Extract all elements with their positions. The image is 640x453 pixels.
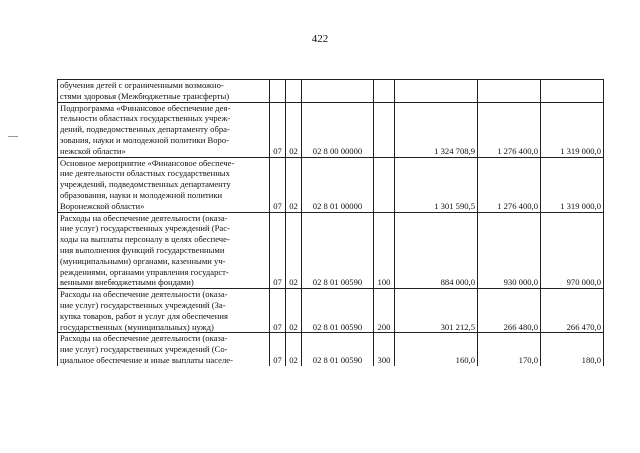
amount-year3-cell: 1 319 000,0 <box>541 102 604 157</box>
target-article-cell: 02 8 00 00000 <box>302 102 374 157</box>
expense-type-cell <box>374 80 395 103</box>
budget-table <box>57 79 604 366</box>
amount-year2-cell: 1 276 400,0 <box>478 157 541 212</box>
expense-name-cell: обучения детей с ограниченными возможно- стями здоровья (Межбюджетные трансферты) <box>58 80 270 103</box>
amount-year1-cell: 1 301 590,5 <box>395 157 478 212</box>
section-code-cell: 07 <box>270 157 286 212</box>
section-code-cell: 07 <box>270 289 286 333</box>
page-number: 422 <box>311 33 329 45</box>
amount-year3-cell: 180,0 <box>541 333 604 366</box>
amount-year3-cell <box>541 80 604 103</box>
target-article-cell: 02 8 01 00590 <box>302 212 374 289</box>
amount-year3-cell: 1 319 000,0 <box>541 157 604 212</box>
table-row <box>58 80 604 103</box>
target-article-cell: 02 8 01 00590 <box>302 333 374 366</box>
amount-year2-cell <box>478 80 541 103</box>
table-row <box>58 102 604 157</box>
amount-year1-cell: 1 324 708,9 <box>395 102 478 157</box>
expense-name-cell: Подпрограмма «Финансовое обеспечение дея- тельности областных государственных учреж- дений, подведомственных департаменту обра- зования, науки и молодежной политики Воро- нежской области» <box>58 102 270 157</box>
subsection-code-cell: 02 <box>286 157 302 212</box>
subsection-code-cell: 02 <box>286 289 302 333</box>
expense-type-cell <box>374 102 395 157</box>
subsection-code-cell: 02 <box>286 102 302 157</box>
section-code-cell: 07 <box>270 102 286 157</box>
table-row <box>58 157 604 212</box>
amount-year1-cell: 884 000,0 <box>395 212 478 289</box>
expense-type-cell: 300 <box>374 333 395 366</box>
subsection-code-cell <box>286 80 302 103</box>
table-row <box>58 333 604 366</box>
section-code-cell: 07 <box>270 333 286 366</box>
expense-name-cell: Расходы на обеспечение деятельности (оказа- ние услуг) государственных учреждений (За- купка товаров, работ и услуг для обеспечения государственных (муниципальных) нужд) <box>58 289 270 333</box>
amount-year2-cell: 930 000,0 <box>478 212 541 289</box>
expense-type-cell: 200 <box>374 289 395 333</box>
amount-year1-cell: 301 212,5 <box>395 289 478 333</box>
amount-year1-cell: 160,0 <box>395 333 478 366</box>
margin-mark <box>8 136 18 137</box>
target-article-cell: 02 8 01 00000 <box>302 157 374 212</box>
table-row <box>58 212 604 289</box>
section-code-cell <box>270 80 286 103</box>
budget-table-body <box>58 80 604 366</box>
expense-type-cell: 100 <box>374 212 395 289</box>
amount-year3-cell: 970 000,0 <box>541 212 604 289</box>
table-row <box>58 289 604 333</box>
expense-name-cell: Расходы на обеспечение деятельности (оказа- ние услуг) государственных учреждений (Со- циальное обеспечение и иные выплаты населе- <box>58 333 270 366</box>
subsection-code-cell: 02 <box>286 212 302 289</box>
target-article-cell: 02 8 01 00590 <box>302 289 374 333</box>
section-code-cell: 07 <box>270 212 286 289</box>
amount-year2-cell: 1 276 400,0 <box>478 102 541 157</box>
expense-type-cell <box>374 157 395 212</box>
amount-year1-cell <box>395 80 478 103</box>
target-article-cell <box>302 80 374 103</box>
amount-year2-cell: 170,0 <box>478 333 541 366</box>
subsection-code-cell: 02 <box>286 333 302 366</box>
amount-year2-cell: 266 480,0 <box>478 289 541 333</box>
expense-name-cell: Основное мероприятие «Финансовое обеспече- ние деятельности областных государственных учреждений, подведомственных департаменту образования, науки и молодежной политики Воронежской области» <box>58 157 270 212</box>
amount-year3-cell: 266 470,0 <box>541 289 604 333</box>
expense-name-cell: Расходы на обеспечение деятельности (оказа- ние услуг) государственных учреждений (Рас- ходы на выплаты персоналу в целях обеспече- ния выполнения функций государственными (муниципальными) органами, казенными уч- реждениями, органами управления государст- венными внебюджетными фондами) <box>58 212 270 289</box>
